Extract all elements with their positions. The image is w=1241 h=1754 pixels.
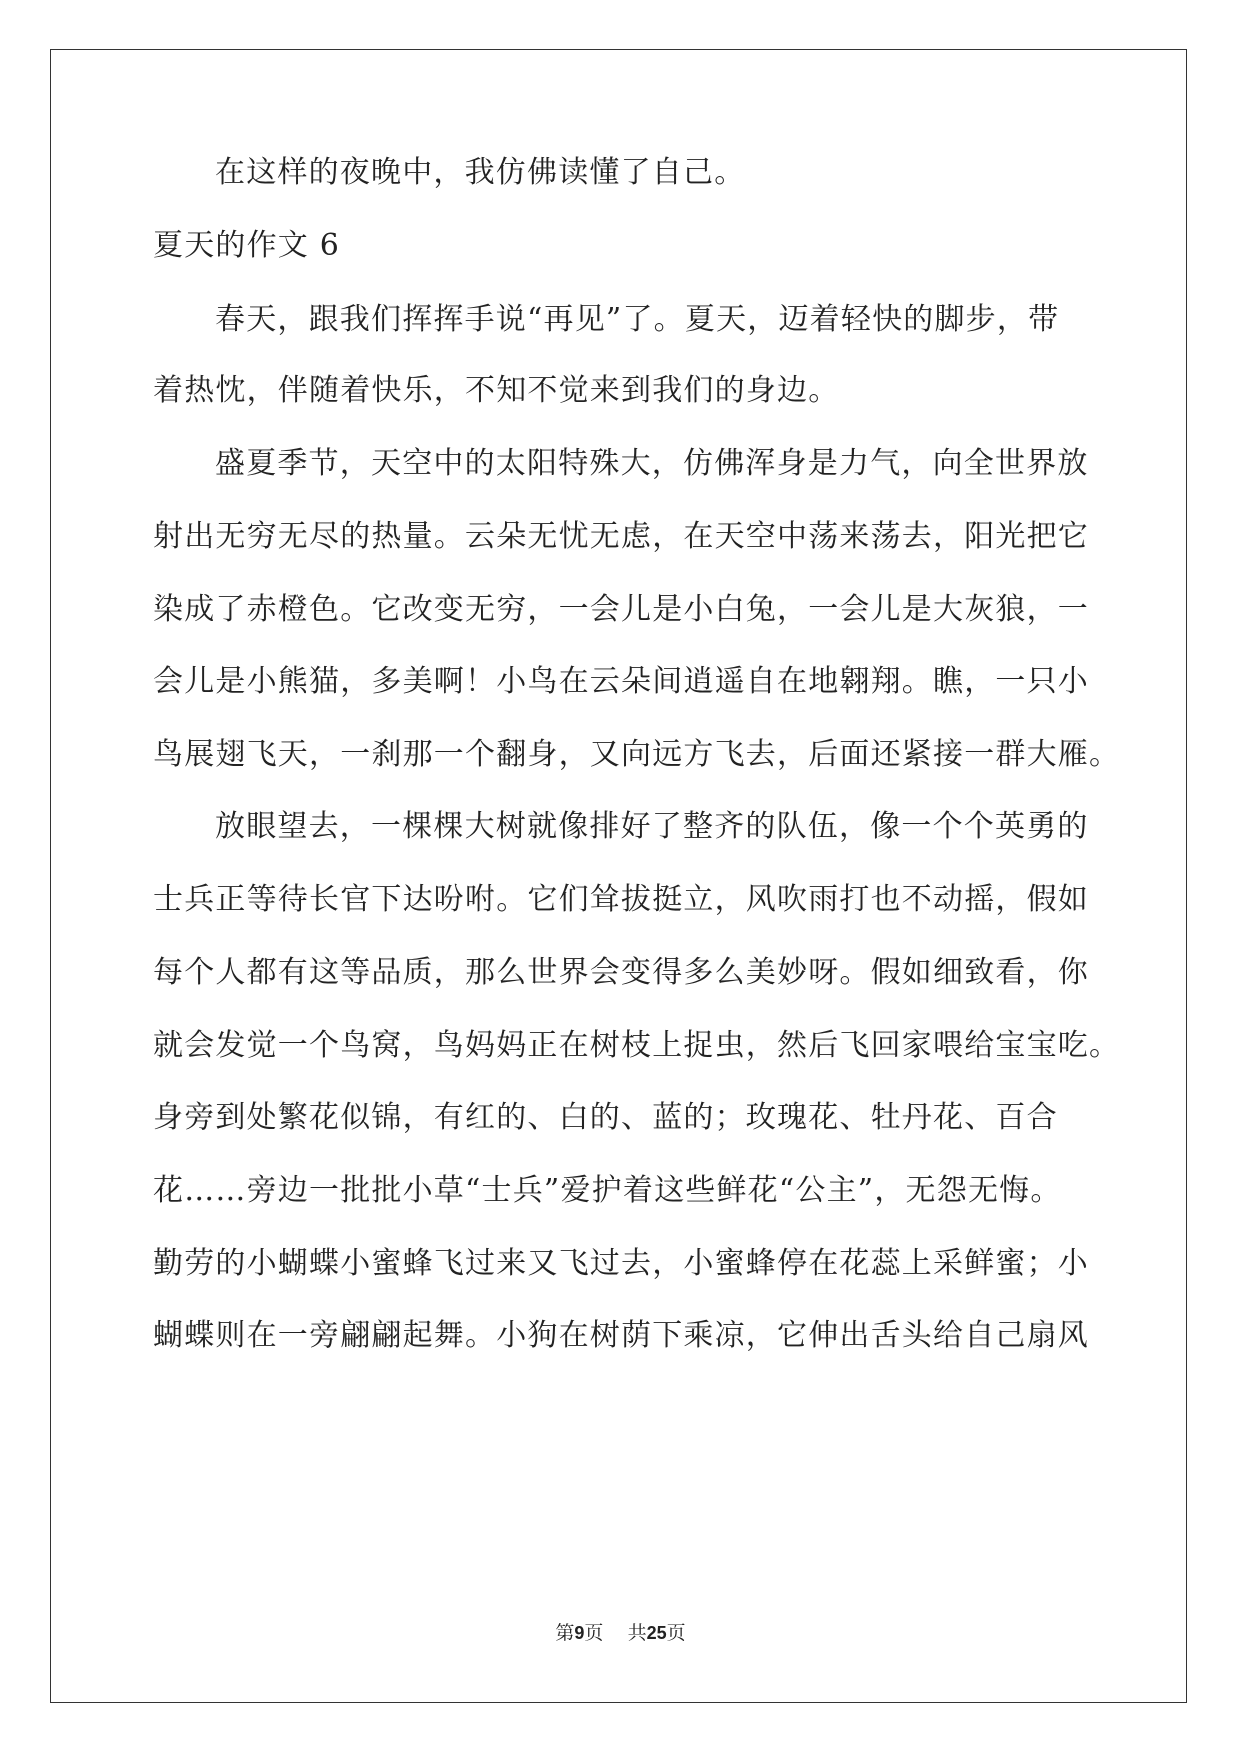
paragraph-line: 染成了赤橙色。它改变无穷，一会儿是小白兔，一会儿是大灰狼，一 — [153, 592, 1089, 627]
paragraph-line: 就会发觉一个鸟窝，鸟妈妈正在树枝上捉虫，然后飞回家喂给宝宝吃。 — [153, 1028, 1121, 1063]
page-footer — [0, 1621, 1241, 1645]
paragraph-line: 会儿是小熊猫，多美啊！小鸟在云朵间逍遥自在地翱翔。瞧，一只小 — [153, 664, 1089, 699]
paragraph-line: 花……旁边一批批小草“士兵”爱护着这些鲜花“公主”，无怨无悔。 — [153, 1173, 1062, 1208]
paragraph-line: 射出无穷无尽的热量。云朵无忧无虑，在天空中荡来荡去，阳光把它 — [153, 519, 1089, 554]
paragraph-line: 士兵正等待长官下达吩咐。它们耸拔挺立，风吹雨打也不动摇，假如 — [153, 882, 1089, 917]
total-prefix: 共 — [627, 1622, 647, 1644]
section-heading: 夏天的作文 6 — [153, 228, 341, 263]
paragraph-line: 盛夏季节，天空中的太阳特殊大，仿佛浑身是力气，向全世界放 — [215, 446, 1089, 481]
page-border — [50, 49, 1187, 1703]
paragraph-line: 每个人都有这等品质，那么世界会变得多么美妙呀。假如细致看，你 — [153, 955, 1089, 990]
paragraph-line: 在这样的夜晚中，我仿佛读懂了自己。 — [215, 155, 746, 190]
paragraph-line: 蝴蝶则在一旁翩翩起舞。小狗在树荫下乘凉，它伸出舌头给自己扇风 — [153, 1318, 1089, 1353]
paragraph-line: 身旁到处繁花似锦，有红的、白的、蓝的；玫瑰花、牡丹花、百合 — [153, 1100, 1058, 1135]
paragraph-line: 放眼望去，一棵棵大树就像排好了整齐的队伍，像一个个英勇的 — [215, 809, 1089, 844]
total-pages: 25 — [646, 1623, 667, 1643]
page-suffix: 页 — [584, 1622, 604, 1644]
paragraph-line: 鸟展翅飞天，一刹那一个翻身，又向远方飞去，后面还紧接一群大雁。 — [153, 737, 1121, 772]
page-prefix: 第 — [555, 1622, 575, 1644]
paragraph-line: 春天，跟我们挥挥手说“再见”了。夏天，迈着轻快的脚步，带 — [215, 302, 1060, 337]
paragraph-line: 勤劳的小蝴蝶小蜜蜂飞过来又飞过去，小蜜蜂停在花蕊上采鲜蜜；小 — [153, 1246, 1089, 1281]
total-suffix: 页 — [666, 1622, 686, 1644]
page-number: 9 — [574, 1623, 585, 1643]
paragraph-line: 着热忱，伴随着快乐，不知不觉来到我们的身边。 — [153, 373, 840, 408]
